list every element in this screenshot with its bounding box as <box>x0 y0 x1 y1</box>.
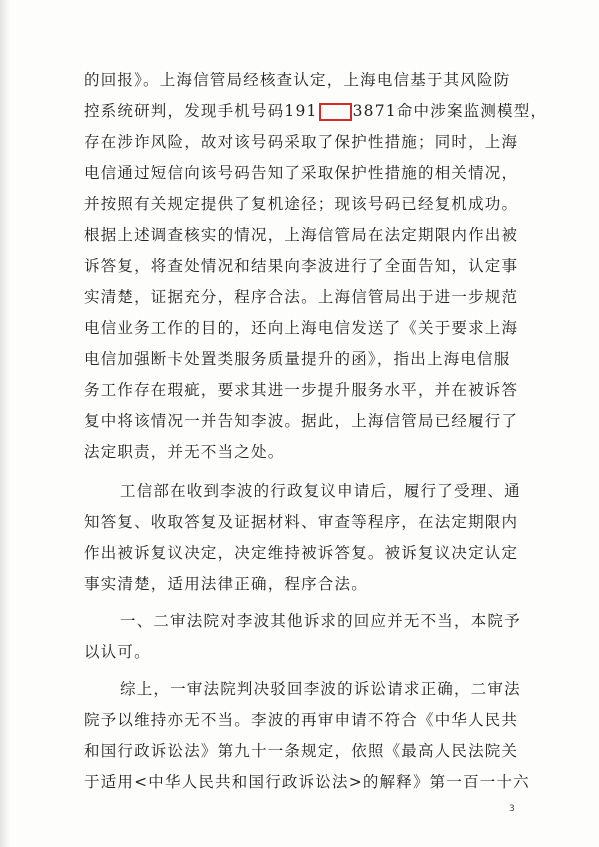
paragraph-4-line-1: 综上，一审法院判决驳回李波的诉讼请求正确，二审法 <box>120 680 521 698</box>
paragraph-4-line-3: 和国行政诉讼法》第九十一条规定，依照《最高人民法院关 <box>84 742 519 760</box>
paragraph-3-line-2: 以认可。 <box>84 643 151 661</box>
paragraph-2-line-3: 作出被诉复议决定，决定维持被诉答复。被诉复议决定认定 <box>84 544 519 562</box>
text-line-6: 根据上述调查核实的情况，上海信管局在法定期限内作出被 <box>84 226 519 244</box>
text-line-11: 务工作存在瑕疵，要求其进一步提升服务水平，并在被诉答 <box>84 381 519 399</box>
paragraph-2-line-1: 工信部在收到李波的行政复议申请后，履行了受理、通 <box>120 482 521 500</box>
text-line-8: 实清楚，证据充分，程序合法。上海信管局出于进一步规范 <box>84 288 519 306</box>
text-line-13: 法定职责，并无不当之处。 <box>84 443 285 461</box>
page-number: 3 <box>509 804 515 814</box>
text-line-3: 存在涉诈风险，故对该号码采取了保护性措施；同时，上海 <box>84 133 519 151</box>
text-line-10: 电信加强断卡处置类服务质量提升的函》，指出上海电信服 <box>84 350 511 368</box>
paragraph-4-line-4: 于适用<中华人民共和国行政诉讼法>的解释》第一百一十六 <box>84 773 530 791</box>
scan-edge-shade <box>0 0 10 847</box>
text-line-1: 的回报》。上海信管局经核查认定，上海电信基于其风险防 <box>84 71 511 89</box>
paragraph-2-line-2: 知答复、收取答复及证据材料、审查等程序，在法定期限内 <box>84 513 519 531</box>
redaction-box <box>319 103 352 121</box>
text-line-2 <box>84 101 547 121</box>
text-line-12: 复中将该情况一并告知李波。据此，上海信管局已经履行了 <box>84 412 519 430</box>
paragraph-3-line-1: 一、二审法院对李波其他诉求的回应并无不当，本院予 <box>120 612 521 630</box>
text-line-4: 电信通过短信向该号码告知了采取保护性措施的相关情况， <box>84 164 519 182</box>
phone-number-prefix: 控系统研判，发现手机号码191 <box>84 102 318 120</box>
text-line-5: 并按照有关规定提供了复机途径；现该号码已经复机成功。 <box>84 195 519 213</box>
phone-number-suffix: 3871命中涉案监测模型， <box>352 102 548 120</box>
text-line-7: 诉答复，将查处情况和结果向李波进行了全面告知，认定事 <box>84 257 519 275</box>
paragraph-2-line-4: 事实清楚，适用法律正确，程序合法。 <box>84 575 368 593</box>
text-line-9: 电信业务工作的目的，还向上海电信发送了《关于要求上海 <box>84 319 519 337</box>
paragraph-4-line-2: 院予以维持亦无不当。李波的再审申请不符合《中华人民共 <box>84 711 519 729</box>
